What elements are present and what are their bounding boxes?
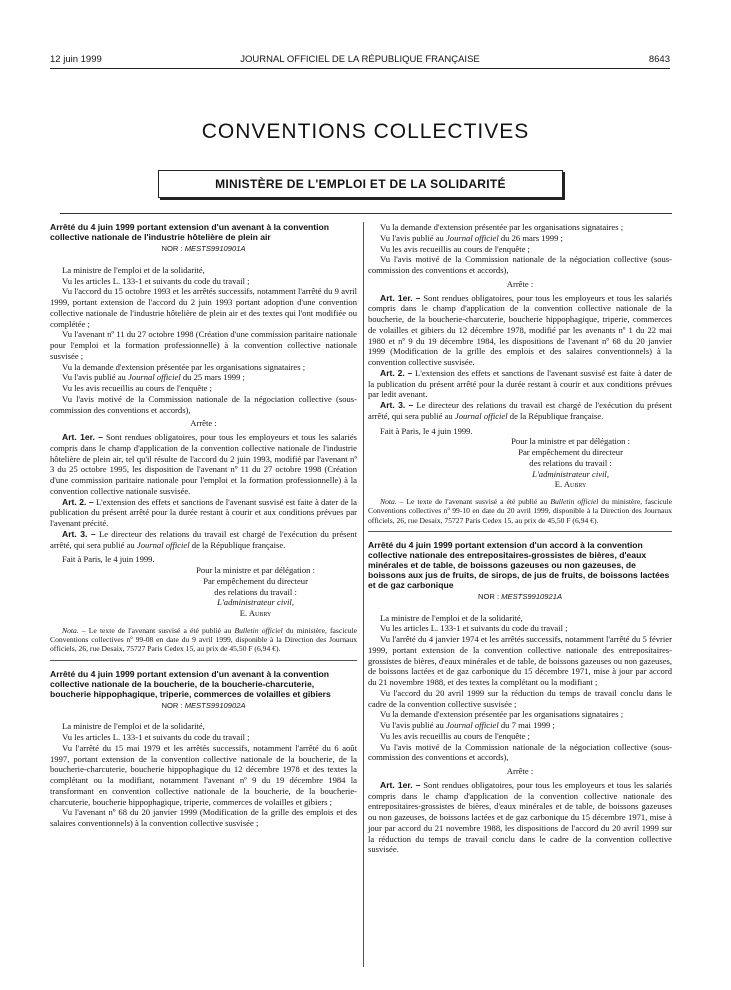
- article-text: L'extension des effets et sanctions de l'avenant susvisé est faite à dater de la publication du présent arrêté pour la durée restant à courir et aux conditions prévues par l'avenant précité.: [50, 496, 357, 528]
- signature-title: L'administrateur civil,: [217, 597, 294, 608]
- decree-paragraph: Vu l'accord du 15 octobre 1993 et les arrêtés successifs, notamment l'arrêté du 9 avril 1999, portant extension de l'accord du 2 juin 1993 portant adoption d'une convention collective nationale de l'industrie hôtelière de plein air et des textes qui l'ont modifiée ou complétée ;: [50, 286, 357, 329]
- header-date: 12 juin 1999: [50, 54, 102, 65]
- signature-title: L'administrateur civil,: [532, 468, 609, 479]
- journal-reference: Journal officiel: [454, 410, 508, 421]
- decree-paragraph: [368, 720, 672, 731]
- decree-paragraph: Vu l'avis motivé de la Commission nationale de la négociation collective (sous-commission des conventions et accords),: [368, 254, 672, 275]
- bulletin-reference: Bulletin officiel: [234, 625, 283, 635]
- signature-block: [368, 436, 672, 490]
- nota-note: [50, 626, 357, 654]
- article-text: de la République française.: [509, 410, 604, 421]
- header-journal-title: JOURNAL OFFICIEL DE LA RÉPUBLIQUE FRANÇAISE: [240, 54, 480, 65]
- decree-paragraph: Vu la demande d'extension présentée par les organisations signataires ;: [380, 222, 624, 232]
- nor-label: NOR :: [161, 700, 183, 710]
- nor-reference: [50, 244, 357, 255]
- decree-paragraph: Vu l'arrêté du 4 janvier 1974 et les arrêtés successifs, notamment l'arrêté du 5 février 1999, portant extension de la convention collective nationale des entrepositaires-grossistes de bières, d'eaux minérales et de table, de boissons gazeuses ou non gazeuses, de boissons lactées et de gaz carbonique du 15 décembre 1971, mise à jour par accord du 21 novembre 1988, et des textes la complétant ou la modifiant ;: [368, 634, 672, 688]
- signature-line: Pour la ministre et par délégation :: [196, 565, 315, 575]
- arrete-label: Arrête :: [190, 418, 217, 429]
- arrete-label: Arrête :: [506, 278, 534, 289]
- column-left: [50, 222, 357, 829]
- article-text: de la République française.: [191, 539, 286, 550]
- nota-label: Nota.: [380, 497, 397, 506]
- nor-label: NOR :: [477, 591, 500, 601]
- page-title: CONVENTIONS COLLECTIVES: [201, 120, 530, 143]
- decree-paragraph: Vu l'avis motivé de la Commission nationale de la négociation collective (sous-commission des conventions et accords),: [368, 741, 672, 763]
- article-label: Art. 1er. –: [380, 292, 421, 303]
- nor-reference: [368, 592, 672, 603]
- decree-paragraph: Vu la demande d'extension présentée par les organisations signataires ;: [62, 361, 306, 372]
- text-span: Vu l'avis publié au: [380, 232, 444, 243]
- decree-separator: [50, 660, 357, 661]
- article-label: Art. 1er. –: [62, 432, 103, 442]
- decree-boissons: [368, 540, 672, 855]
- nor-reference: [50, 701, 357, 712]
- decree-paragraph: Vu les articles L. 133-1 et suivants du code du travail ;: [62, 732, 250, 743]
- article-text: Sont rendues obligatoires, pour tous les employeurs et tous les salariés compris dans le champ d'application de la convention collective nationale de l'industrie hôtelière de plein air, tel qu'il résulte de l'accord du 2 juin 1993, modifié par l'avenant nº 3 du 25 octobre 1995, les disposition de l'avenant nº 11 du 27 octobre 1998 (Création d'une commission paritaire nationale pour l'emploi et la formation professionnelle) à la convention collective nationale susvisée.: [50, 432, 357, 496]
- nor-label: NOR :: [161, 244, 183, 253]
- text-span: du 7 mai 1999 ;: [500, 720, 555, 731]
- article-1: [50, 432, 357, 497]
- arrete-label: Arrête :: [506, 766, 534, 777]
- article-3: [50, 529, 357, 551]
- header-rule: [50, 68, 670, 69]
- ministry-banner: MINISTÈRE DE L'EMPLOI ET DE LA SOLIDARITÉ: [158, 170, 563, 198]
- decree-paragraph: La ministre de l'emploi et de la solidarité,: [380, 612, 523, 623]
- decree-separator: [368, 531, 672, 532]
- article-label: Art. 1er. –: [380, 779, 421, 790]
- decree-boucherie-continued: [368, 222, 672, 525]
- article-1: [368, 293, 672, 368]
- signature-line: Pour la ministre et par délégation :: [511, 436, 630, 447]
- column-divider: [363, 222, 364, 967]
- article-2: [368, 368, 672, 400]
- decree-boucherie: [50, 669, 357, 829]
- signature-date: Fait à Paris, le 4 juin 1999.: [62, 554, 155, 565]
- nor-code: MESTS9910921A: [501, 591, 563, 601]
- article-label: Art. 2. –: [380, 367, 413, 378]
- column-right: [368, 222, 672, 855]
- article-text: L'extension des effets et sanctions de l'avenant susvisé est faite à dater de la publication du présent arrêté pour la durée restant à courir et aux conditions prévues par ledit avenant.: [368, 367, 672, 400]
- decree-heading: Arrêté du 4 juin 1999 portant extension d'un avenant à la convention collective nationale de la boucherie, de la boucherie-charcuterie, boucherie hippophagique, triperie, commerces de volailles et gibiers: [50, 668, 331, 699]
- article-label: Art. 3. –: [62, 528, 96, 539]
- decree-paragraph: Vu l'avis motivé de la Commission nationale de la négociation collective (sous-commission des conventions et accords),: [50, 393, 357, 415]
- decree-paragraph: Vu les articles L. 133-1 et suivants du code du travail ;: [62, 275, 250, 286]
- decree-heading: Arrêté du 4 juin 1999 portant extension d'un accord à la convention collective nationale des entrepositaires-grossistes de bières, d'eaux minérales et de table, de boissons gazeuses ou non gazeuses, de boissons aux jus de fruits, de sirops, de jus de fruits, de boissons lactées et de gaz carbonique: [368, 539, 670, 590]
- article-3: [368, 400, 672, 422]
- decree-paragraph: Vu l'avenant nº 68 du 20 janvier 1999 (Modification de la grille des emplois et des salaires conventionnels) à la convention collective susvisée ;: [50, 807, 357, 829]
- text-span: du 25 mars 1999 ;: [182, 372, 245, 383]
- note-text: du ministère, fascicule Conventions collectives nº 99-10 en date du 20 avril 1999, disponible à la Direction des Journaux officiels, 26, rue Desaix, 75727 Paris Cedex 15, au prix de 45,50 F (6,94 €).: [368, 497, 673, 525]
- signature-date: Fait à Paris, le 4 juin 1999.: [380, 425, 473, 436]
- article-text: Le directeur des relations du travail est chargé de l'exécution du présent arrêté, qui sera publié au: [50, 528, 357, 550]
- decree-paragraph: Vu les avis recueillis au cours de l'enquête ;: [380, 730, 530, 741]
- decree-paragraph: Vu la demande d'extension présentée par les organisations signataires ;: [380, 709, 624, 720]
- decree-paragraph: Vu l'arrêté du 15 mai 1979 et les arrêtés successifs, notamment l'arrêté du 6 août 1997, portant extension de la convention collective nationale de la boucherie, de la boucherie-charcuterie, boucherie hippophagique du 12 décembre 1978 et des textes la complétant ou la modifiant, notamment l'avenant nº 9 du 19 décembre 1984 la transformant en convention collective nationale de la boucherie, de la boucherie-charcuterie, boucherie hippophagique, triperie, commerces de volailles et gibiers ;: [50, 742, 357, 807]
- signature-line: des relations du travail :: [529, 457, 612, 468]
- nota-note: [368, 497, 672, 525]
- nor-code: MESTS9910902A: [184, 700, 246, 710]
- bulletin-reference: Bulletin officiel: [550, 497, 599, 506]
- article-text: Le directeur des relations du travail est chargé de l'exécution du présent arrêté, qui sera publié au: [368, 400, 672, 421]
- note-text: – Le texte de l'avenant susvisé a été publié au: [399, 497, 548, 506]
- article-text: Sont rendues obligatoires, pour tous les employeurs et tous les salariés compris dans le champ d'application de la convention collective nationale de la boucherie, de la boucherie-charcuterie, boucherie hippophagique, triperie, commerces de volailles et gibiers du 12 décembre 1978, modifié par les avenants nº 1 du 22 mai 1980 et nº 9 du 19 décembre 1984, les dispositions de l'avenant nº 68 du 20 janvier 1999 (Modification de la grille des emplois et des salaires conventionnels) à la convention collective susvisée.: [368, 292, 672, 367]
- decree-paragraph: [368, 233, 672, 244]
- decree-hotellerie: [50, 222, 357, 654]
- section-rule: [60, 213, 672, 214]
- decree-paragraph: La ministre de l'emploi et de la solidarité,: [62, 264, 205, 275]
- decree-paragraph: Vu les avis recueillis au cours de l'enquête ;: [62, 383, 212, 393]
- text-span: Vu l'avis publié au: [380, 720, 444, 731]
- journal-reference: Journal officiel: [127, 372, 181, 383]
- signatory-name: E. Aubry: [239, 608, 272, 618]
- article-label: Art. 3. –: [380, 400, 414, 410]
- article-label: Art. 2. –: [62, 496, 94, 507]
- nota-label: Nota.: [62, 625, 79, 635]
- article-text: Sont rendues obligatoires, pour tous les employeurs et tous les salariés compris dans le champ d'application de la convention collective nationale des entrepositaires-grossistes de bières, d'eaux minérales et de table, de boissons gazeuses ou non gazeuses, de boissons lactées et de gaz carbonique du 15 décembre 1971, mise à jour par accord du 21 novembre 1988, les dispositions de l'accord du 20 avril 1999 sur la réduction du temps de travail conclu dans le cadre de la convention collective susvisée.: [368, 779, 672, 855]
- nor-code: MESTS9910901A: [184, 244, 246, 253]
- article-1: [368, 780, 672, 855]
- signature-block: [50, 565, 357, 619]
- note-text: du ministère, fascicule Conventions collectives nº 99-08 en date du 9 avril 1999, disponible à la Direction des Journaux officiels, 26, rue Desaix, 75727 Paris Cedex 15, au prix de 45,50 F (6,94 €).: [50, 625, 357, 654]
- header-page-number: 8643: [648, 54, 670, 65]
- decree-paragraph: Vu les articles L. 133-1 et suivants du code du travail ;: [380, 623, 568, 634]
- decree-paragraph: La ministre de l'emploi et de la solidarité,: [62, 721, 205, 732]
- text-span: du 26 mars 1999 ;: [500, 232, 563, 243]
- decree-paragraph: Vu l'accord du 20 avril 1999 sur la réduction du temps de travail conclu dans le cadre de la convention collective susvisée ;: [368, 687, 672, 709]
- page-header: [50, 54, 670, 66]
- signature-line: Par empêchement du directeur: [203, 575, 308, 586]
- decree-heading: Arrêté du 4 juin 1999 portant extension d'un avenant à la convention collective nationale de l'industrie hôtelière de plein air: [50, 222, 330, 242]
- decree-paragraph: [50, 372, 357, 383]
- article-2: [50, 497, 357, 529]
- text-span: Vu l'avis publié au: [62, 372, 126, 383]
- signature-line: Par empêchement du directeur: [518, 447, 623, 457]
- signature-line: des relations du travail :: [214, 586, 297, 597]
- decree-paragraph: Vu l'avenant nº 11 du 27 octobre 1998 (Création d'une commission paritaire nationale pour l'emploi et la formation professionnelle) à la convention collective nationale susvisée ;: [50, 329, 357, 361]
- signatory-name: E. Aubry: [554, 479, 587, 490]
- note-text: – Le texte de l'avenant susvisé a été publié au: [81, 625, 232, 635]
- journal-reference: Journal officiel: [136, 539, 190, 550]
- decree-paragraph: Vu les avis recueillis au cours de l'enquête ;: [380, 243, 530, 254]
- journal-reference: Journal officiel: [445, 232, 499, 243]
- journal-reference: Journal officiel: [445, 720, 499, 731]
